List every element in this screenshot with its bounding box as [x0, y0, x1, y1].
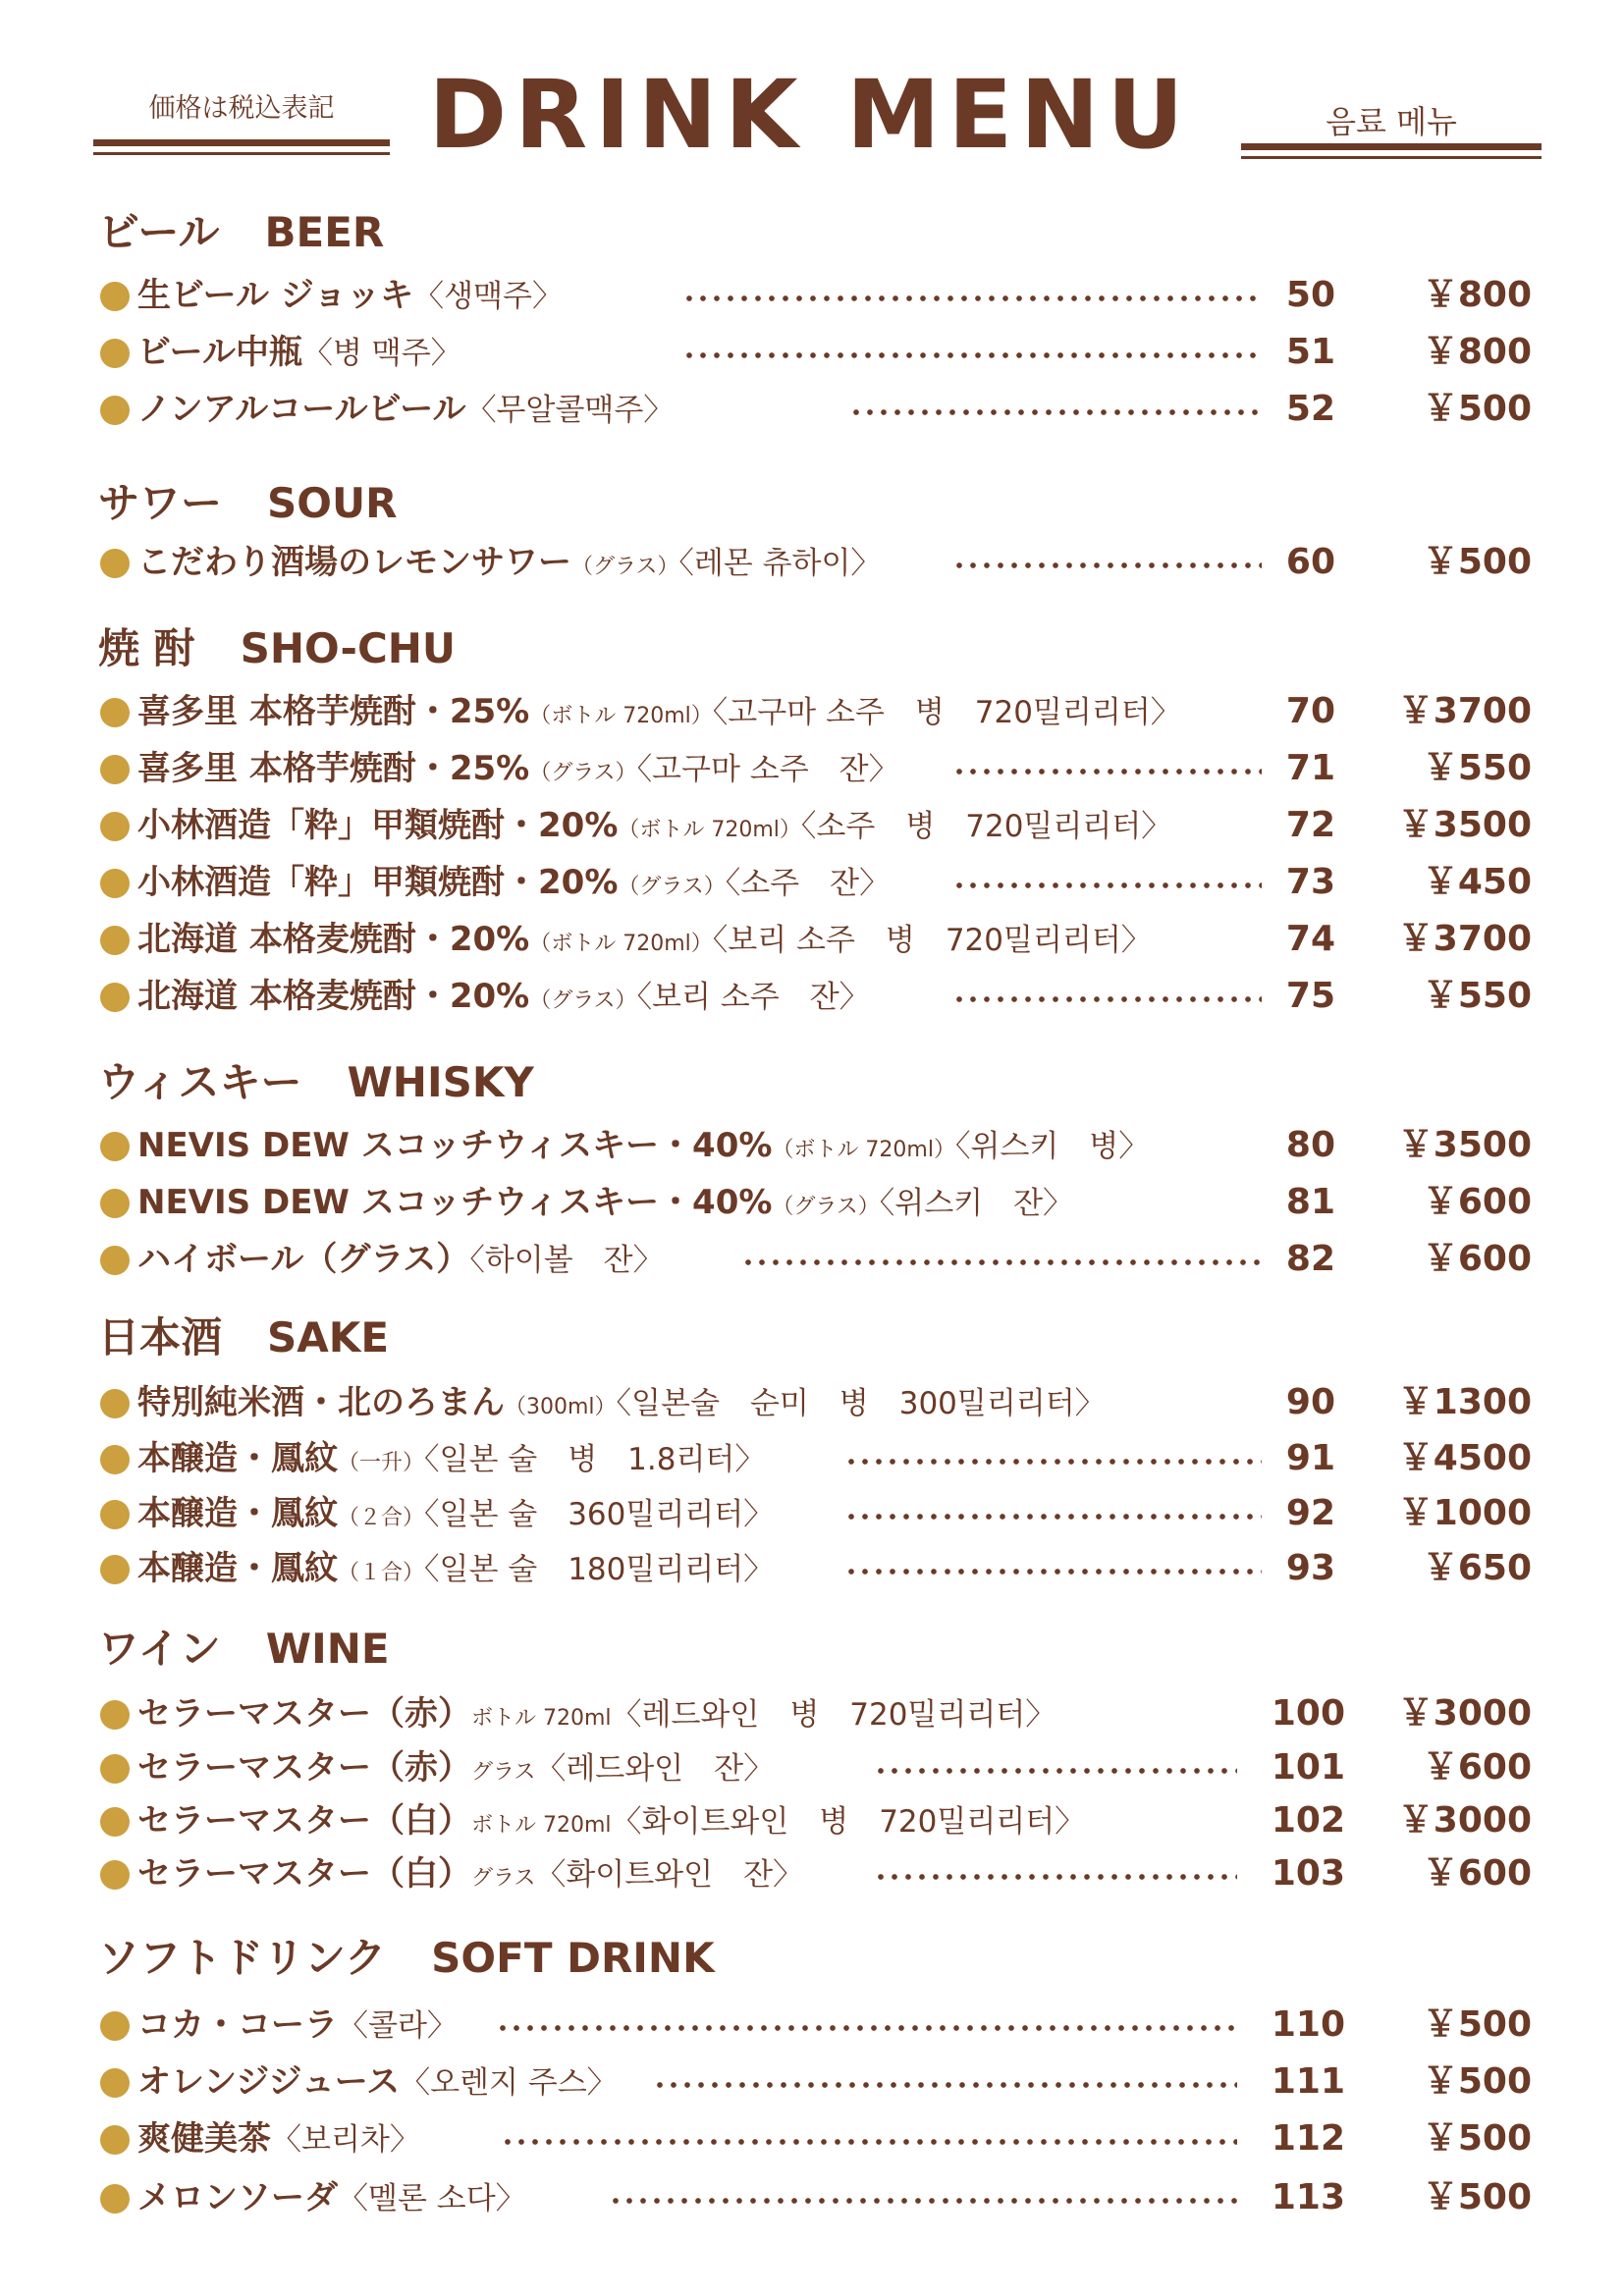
section-title-en: BEER [264, 208, 385, 256]
item-number: 81 [1285, 1182, 1335, 1222]
item-number: 103 [1271, 1853, 1345, 1894]
item-name-ko: 〈보리 소주 병 720밀리리터〉 [712, 923, 1152, 958]
item-name-ko: 〈일본 술 180밀리리터〉 [424, 1552, 775, 1587]
item-price: ￥3700 [1397, 919, 1532, 959]
bullet-dot [100, 2184, 130, 2214]
item-name-ko: 〈콜라〉 [338, 2008, 458, 2044]
item-name [137, 2175, 526, 2221]
menu-item [98, 1851, 1532, 1895]
item-name-jp: こだわり酒場のレモンサワー [137, 543, 571, 582]
item-name [137, 1237, 664, 1283]
item-name-ko: 〈일본 술 360밀리리터〉 [424, 1497, 775, 1532]
item-number: 100 [1271, 1693, 1345, 1734]
item-price: ￥500 [1422, 2061, 1532, 2102]
bullet-dot [100, 698, 130, 727]
item-name [137, 273, 563, 319]
item-price: ￥1300 [1397, 1382, 1532, 1422]
bullet-dot [100, 1700, 130, 1730]
item-name-ko: 〈하이볼 잔〉 [469, 1243, 664, 1278]
item-name-ko: 〈병 맥주〉 [301, 336, 461, 371]
bullet-dot [100, 339, 130, 368]
item-note: （300ml） [505, 1395, 617, 1419]
item-number: 101 [1271, 1747, 1345, 1788]
menu-item [98, 1798, 1532, 1842]
item-name [137, 540, 881, 590]
dot-leader [609, 2197, 1237, 2205]
item-name-jp: オレンジジュース [137, 2062, 401, 2102]
item-name-ko: 〈오렌지 주스〉 [400, 2065, 618, 2101]
item-name [137, 974, 870, 1024]
bullet-dot [100, 282, 130, 311]
tax-note: 価格は税込表記 [148, 93, 335, 124]
item-number: 50 [1285, 275, 1335, 315]
item-name [137, 1380, 1106, 1430]
item-name [137, 803, 1171, 853]
dot-leader [874, 1767, 1237, 1775]
section-title-jp: 日本酒 [98, 1313, 223, 1362]
item-name [137, 1123, 1149, 1173]
section-title [98, 208, 384, 257]
header-rule-left-thick [93, 139, 390, 146]
section-title [98, 624, 456, 673]
item-name [137, 2059, 618, 2106]
item-name-jp: 喜多里 本格芋焼酎・25% [137, 692, 530, 731]
menu-item [98, 1491, 1532, 1534]
dot-leader [849, 408, 1262, 416]
header-rule-right-thick [1241, 143, 1542, 150]
item-name [137, 917, 1152, 967]
section-title [98, 1313, 389, 1362]
menu-item [98, 917, 1532, 960]
item-name [137, 1798, 1085, 1848]
item-name-ko: 〈소주 병 720밀리리터〉 [800, 809, 1172, 844]
dot-leader [496, 2024, 1237, 2032]
item-note: （グラス） [772, 1195, 880, 1219]
item-name-jp: ハイボール（グラス） [137, 1240, 470, 1279]
item-note: グラス [471, 1866, 536, 1891]
item-name-ko: 〈레몬 츄하이〉 [678, 546, 882, 581]
menu-item [98, 2116, 1532, 2160]
item-price: ￥500 [1422, 542, 1532, 582]
item-name [137, 689, 1181, 739]
item-name-ko: 〈레드와인 병 720밀리리터〉 [611, 1697, 1056, 1733]
bullet-dot [100, 1189, 130, 1218]
item-price: ￥500 [1422, 2177, 1532, 2217]
item-number: 80 [1285, 1125, 1335, 1165]
menu-item [98, 1123, 1532, 1166]
dot-leader [952, 995, 1262, 1003]
item-number: 51 [1285, 332, 1335, 372]
item-note: （２合） [338, 1506, 425, 1530]
item-name-jp: セラーマスター（白） [137, 1801, 471, 1841]
section-title-en: WHISKY [347, 1058, 534, 1106]
item-name-ko: 〈고구마 소주 잔〉 [636, 752, 899, 787]
section-title-en: SAKE [267, 1313, 390, 1362]
page-title: DRINK MENU [428, 60, 1192, 170]
section-title-jp: サワー [98, 479, 223, 527]
item-price: ￥600 [1422, 1853, 1532, 1894]
item-note: （グラス） [529, 988, 637, 1013]
bullet-dot [100, 926, 130, 955]
korean-title-block [1241, 94, 1542, 159]
item-note: （グラス） [618, 875, 726, 899]
dot-leader [844, 1458, 1262, 1466]
bullet-dot [100, 1132, 130, 1161]
item-name-jp: 喜多里 本格芋焼酎・25% [137, 749, 530, 788]
item-name-ko: 〈생맥주〉 [413, 279, 563, 314]
item-number: 111 [1271, 2061, 1345, 2102]
bullet-dot [100, 1445, 130, 1474]
item-name-ko: 〈소주 잔〉 [725, 866, 891, 901]
item-note: （ボトル 720ml） [618, 818, 801, 842]
menu-item [98, 1237, 1532, 1280]
item-name [137, 1691, 1056, 1741]
item-name-ko: 〈멜론 소다〉 [338, 2181, 526, 2216]
item-name-jp: コカ・コーラ [137, 2005, 338, 2045]
bullet-dot [100, 1500, 130, 1529]
item-price: ￥500 [1422, 2004, 1532, 2045]
dot-leader [501, 2138, 1237, 2146]
item-name [137, 1745, 774, 1795]
item-number: 72 [1285, 805, 1335, 845]
item-name-jp: メロンソーダ [137, 2178, 338, 2217]
menu-item [98, 2002, 1532, 2046]
bullet-dot [100, 2011, 130, 2041]
item-name-ko: 〈레드와인 잔〉 [535, 1751, 775, 1787]
item-name-jp: ノンアルコールビール [137, 390, 466, 429]
section-title-jp: ビール [98, 208, 220, 256]
bullet-dot [100, 1389, 130, 1418]
section-title-jp: 焼 酎 [98, 624, 195, 672]
bullet-dot [100, 755, 130, 784]
item-number: 74 [1285, 919, 1335, 959]
bullet-dot [100, 549, 130, 578]
item-number: 60 [1285, 542, 1335, 582]
section-title-jp: ワイン [98, 1625, 221, 1673]
item-name-jp: 小林酒造「粋」甲類焼酎・20% [137, 806, 619, 845]
menu-item [98, 330, 1532, 373]
item-number: 71 [1285, 748, 1335, 788]
bullet-dot [100, 1860, 130, 1890]
dot-leader [844, 1568, 1262, 1575]
item-name-jp: 小林酒造「粋」甲類焼酎・20% [137, 863, 619, 902]
item-number: 102 [1271, 1800, 1345, 1841]
item-name-jp: セラーマスター（赤） [137, 1694, 471, 1734]
item-number: 110 [1271, 2004, 1345, 2045]
bullet-dot [100, 1754, 130, 1784]
menu-item [98, 1691, 1532, 1735]
item-name [137, 2002, 458, 2049]
dot-leader [952, 561, 1262, 569]
item-note: （ボトル 720ml） [529, 704, 713, 728]
item-note: （ボトル 720ml） [772, 1138, 955, 1162]
bullet-dot [100, 1807, 130, 1837]
header-rule-left-thin [93, 152, 390, 155]
menu-header [0, 0, 1624, 196]
item-name [137, 860, 890, 910]
item-number: 82 [1285, 1239, 1335, 1279]
item-price: ￥550 [1422, 748, 1532, 788]
menu-item [98, 689, 1532, 732]
item-name [137, 387, 674, 433]
item-name-jp: NEVIS DEW スコッチウィスキー・40% [137, 1183, 773, 1222]
item-note: （ボトル 720ml） [529, 932, 713, 956]
item-price: ￥3700 [1397, 691, 1532, 731]
item-name-ko: 〈일본술 순미 병 300밀리리터〉 [616, 1386, 1106, 1421]
bullet-dot [100, 983, 130, 1012]
item-name-ko: 〈위스키 병〉 [954, 1129, 1150, 1164]
item-name-jp: 本醸造・鳳紋 [137, 1549, 338, 1588]
item-name-ko: 〈화이트와인 병 720밀리리터〉 [611, 1804, 1086, 1840]
menu-item [98, 273, 1532, 316]
dot-leader [874, 1873, 1237, 1881]
menu-item [98, 746, 1532, 789]
item-number: 93 [1285, 1548, 1335, 1588]
bullet-dot [100, 1246, 130, 1275]
item-name-jp: 北海道 本格麦焼酎・20% [137, 977, 530, 1016]
item-note: グラス [471, 1760, 536, 1785]
section-title [98, 479, 397, 528]
menu-item [98, 1380, 1532, 1423]
item-price: ￥600 [1422, 1182, 1532, 1222]
dot-leader [741, 1258, 1262, 1266]
bullet-dot [100, 396, 130, 425]
item-name-jp: セラーマスター（赤） [137, 1748, 471, 1788]
dot-leader [682, 294, 1262, 302]
dot-leader [952, 881, 1262, 889]
item-price: ￥500 [1422, 2118, 1532, 2159]
section-title [98, 1058, 534, 1107]
section-title [98, 1934, 715, 1983]
item-name-jp: 本醸造・鳳紋 [137, 1494, 338, 1533]
menu-item [98, 974, 1532, 1017]
menu-item [98, 1436, 1532, 1479]
item-number: 91 [1285, 1438, 1335, 1478]
menu-item [98, 1180, 1532, 1223]
header-rule-right-thin [1241, 156, 1542, 159]
item-price: ￥3000 [1397, 1800, 1532, 1841]
dot-leader [844, 1513, 1262, 1521]
dot-leader [653, 2081, 1237, 2089]
tax-note-block [93, 94, 390, 155]
item-price: ￥550 [1422, 976, 1532, 1016]
item-name [137, 1546, 774, 1596]
menu-item [98, 387, 1532, 430]
item-name-jp: 生ビール ジョッキ [137, 276, 414, 315]
dot-leader [952, 768, 1262, 775]
item-note: （１合） [338, 1561, 425, 1585]
menu-item [98, 2059, 1532, 2103]
bullet-dot [100, 2068, 130, 2098]
item-price: ￥500 [1422, 389, 1532, 429]
item-name-ko: 〈무알콜맥주〉 [465, 393, 675, 428]
item-price: ￥600 [1422, 1747, 1532, 1788]
item-note: （グラス） [571, 555, 679, 579]
item-price: ￥650 [1422, 1548, 1532, 1588]
item-note: ボトル 720ml [471, 1813, 612, 1838]
item-name-ko: 〈화이트와인 잔〉 [535, 1857, 804, 1893]
item-number: 73 [1285, 862, 1335, 902]
item-number: 112 [1271, 2118, 1345, 2159]
item-number: 52 [1285, 389, 1335, 429]
item-name-ko: 〈보리 소주 잔〉 [636, 980, 870, 1015]
section-title-jp: ウィスキー [98, 1058, 302, 1106]
menu-item [98, 1546, 1532, 1589]
item-price: ￥3000 [1397, 1693, 1532, 1734]
section-title-jp: ソフトドリンク [98, 1934, 387, 1982]
item-name-jp: 本醸造・鳳紋 [137, 1439, 338, 1478]
item-price: ￥3500 [1397, 805, 1532, 845]
item-name [137, 1180, 1073, 1230]
section-title-en: SOUR [267, 479, 398, 527]
item-number: 113 [1271, 2177, 1345, 2217]
item-number: 92 [1285, 1493, 1335, 1533]
item-name [137, 1436, 765, 1486]
item-price: ￥1000 [1397, 1493, 1532, 1533]
menu-item [98, 860, 1532, 903]
item-note: ボトル 720ml [471, 1706, 612, 1731]
section-title-en: SOFT DRINK [431, 1934, 715, 1982]
bullet-dot [100, 1555, 130, 1584]
bullet-dot [100, 2125, 130, 2155]
item-number: 75 [1285, 976, 1335, 1016]
item-name-jp: NEVIS DEW スコッチウィスキー・40% [137, 1126, 773, 1165]
item-name-ko: 〈보리차〉 [271, 2122, 420, 2158]
item-price: ￥3500 [1397, 1125, 1532, 1165]
item-name [137, 2116, 420, 2163]
dot-leader [682, 351, 1262, 359]
menu-item [98, 1745, 1532, 1789]
item-number: 90 [1285, 1382, 1335, 1422]
section-title-en: WINE [265, 1625, 390, 1673]
korean-title: 음료 메뉴 [1326, 103, 1457, 140]
item-name-ko: 〈고구마 소주 병 720밀리리터〉 [712, 695, 1181, 730]
item-name-jp: 北海道 本格麦焼酎・20% [137, 920, 530, 959]
item-name [137, 1491, 774, 1541]
item-name-jp: ビール中瓶 [137, 333, 302, 372]
menu-item [98, 540, 1532, 583]
item-name [137, 330, 461, 376]
bullet-dot [100, 812, 130, 841]
bullet-dot [100, 869, 130, 898]
item-number: 70 [1285, 691, 1335, 731]
item-name-jp: セラーマスター（白） [137, 1854, 471, 1894]
item-name-ko: 〈일본 술 병 1.8리터〉 [424, 1442, 766, 1477]
item-price: ￥450 [1422, 862, 1532, 902]
item-price: ￥800 [1422, 275, 1532, 315]
item-name [137, 746, 899, 796]
item-name-jp: 特別純米酒・北のろまん [137, 1383, 505, 1422]
menu-item [98, 803, 1532, 846]
item-price: ￥600 [1422, 1239, 1532, 1279]
item-name [137, 1851, 803, 1901]
item-name-jp: 爽健美茶 [137, 2119, 271, 2159]
section-title-en: SHO-CHU [240, 624, 457, 672]
item-note: （グラス） [529, 761, 637, 785]
item-name-ko: 〈위스키 잔〉 [879, 1186, 1074, 1221]
section-title [98, 1625, 390, 1674]
item-price: ￥800 [1422, 332, 1532, 372]
item-note: （一升） [338, 1451, 425, 1475]
menu-item [98, 2175, 1532, 2218]
item-price: ￥4500 [1397, 1438, 1532, 1478]
